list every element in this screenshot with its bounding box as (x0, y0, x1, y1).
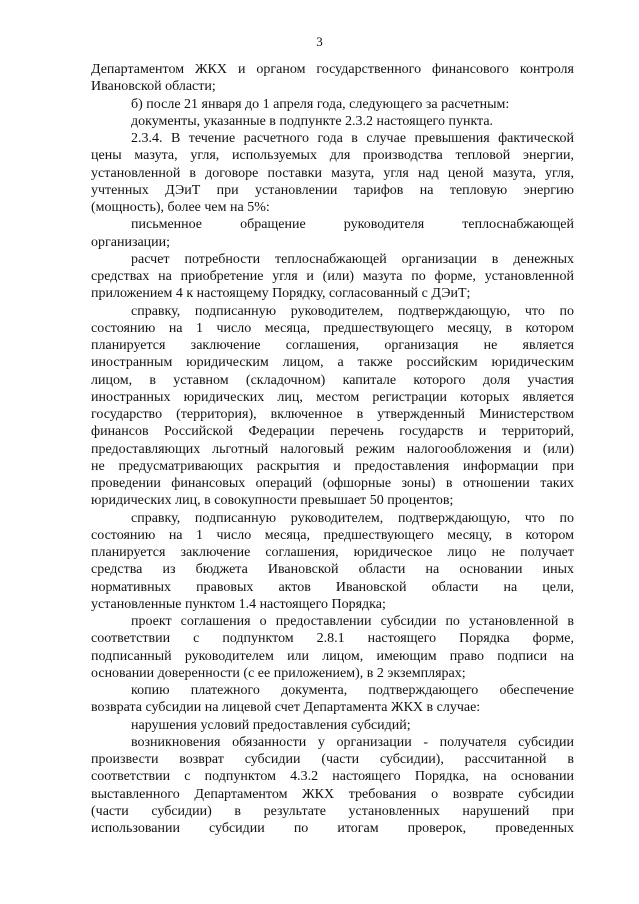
text-line: организации; (91, 234, 171, 250)
text-line: состоянию на 1 число месяца, предшествующего месяцу, в котором (91, 527, 574, 543)
text-line: планируется заключение соглашения, юридическое лицо не получает (91, 545, 574, 560)
text-line: основании доверенности (с ее приложением), в 2 экземплярах; (91, 665, 466, 681)
text-line: подписанный руководителем или лицом, имеющим право подписи на (91, 648, 574, 664)
text-line: письменное обращение руководителя теплоснабжающей (131, 217, 574, 233)
text-line: Ивановской области; (91, 79, 216, 95)
text-line: документы, указанные в подпункте 2.3.2 настоящего пункта. (131, 113, 494, 129)
document-body (91, 61, 574, 837)
text-line: соответствии с подпунктом 4.3.2 настоящего Порядка, на основании (91, 769, 574, 785)
text-line: нормативных правовых актов Ивановской области на цели, (91, 579, 574, 595)
text-line: Департаментом ЖКХ и органом государственного финансового контроля (91, 62, 574, 77)
text-line: установленные пунктом 1.4 настоящего Порядка; (91, 596, 386, 612)
text-line: возникновения обязанности у организации - получателя субсидии (131, 734, 574, 750)
text-line: соответствии с подпунктом 2.8.1 настоящего Порядка форме, (91, 631, 574, 647)
text-line: б) после 21 января до 1 апреля года, следующего за расчетным: (131, 96, 510, 112)
text-line: юридических лиц, в совокупности превышает 50 процентов; (91, 493, 454, 509)
text-line: лицом, в уставном (складочном) капитале которого доля участия (91, 372, 574, 388)
text-line: 2.3.4. В течение расчетного года в случае превышения фактической (131, 131, 574, 146)
text-line: справку, подписанную руководителем, подтверждающую, что по (131, 510, 574, 526)
text-line: расчет потребности теплоснабжающей организации в денежных (131, 251, 574, 267)
text-line: проект соглашения о предоставлении субсидии по установленной в (131, 614, 574, 629)
text-line: справку, подписанную руководителем, подтверждающую, что по (131, 303, 574, 319)
text-line: финансов Российской Федерации перечень государств и территорий, (91, 424, 574, 440)
text-line: средства из бюджета Ивановской области на основании иных (91, 562, 574, 578)
text-line: установленной в договоре поставки мазута, угля над ценой мазута, угля, (91, 165, 574, 181)
text-line: иностранных юридических лиц, местом регистрации которых является (91, 389, 574, 405)
text-line: иностранным юридическим лицом, а также российским юридическим (91, 355, 574, 371)
text-line: возврата субсидии на лицевой счет Департамента ЖКХ в случае: (91, 700, 481, 716)
text-line: государство (территория), включенное в утвержденный Министерством (91, 407, 574, 422)
text-line: нарушения условий предоставления субсидий; (131, 717, 411, 733)
text-line: использовании субсидии по итогам проверок, проведенных (91, 821, 574, 836)
text-line: планируется заключение соглашения, организация не является (91, 338, 574, 353)
text-line: (мощность), более чем на 5%: (91, 200, 270, 215)
text-line: состоянию на 1 число месяца, предшествующего месяцу, в котором (91, 320, 574, 336)
text-line: выставленного Департаментом ЖКХ требования о возврате субсидии (91, 786, 574, 802)
text-line: (части субсидии) в результате установленных нарушений при (91, 803, 574, 819)
text-line: копию платежного документа, подтверждающего обеспечение (131, 683, 574, 698)
text-line: учтенных ДЭиТ при установлении тарифов на тепловую энергию (91, 182, 574, 198)
text-line: цены мазута, угля, используемых для производства тепловой энергии, (91, 148, 574, 164)
text-line: предоставляющих льготный налоговый режим налогообложения и (или) (91, 441, 574, 457)
text-line: приложением 4 к настоящему Порядку, согласованный с ДЭиТ; (91, 286, 471, 302)
text-line: средствах на приобретение угля и (или) мазута по форме, установленной (91, 269, 574, 284)
text-line: произвести возврат субсидии (части субсидии), рассчитанной в (91, 752, 574, 767)
text-line: не предусматривающих раскрытия и предоставления информации при (91, 458, 574, 474)
text-line: проведении финансовых операций (офшорные зоны) в отношении таких (91, 476, 574, 491)
page-number: 3 (316, 34, 323, 49)
